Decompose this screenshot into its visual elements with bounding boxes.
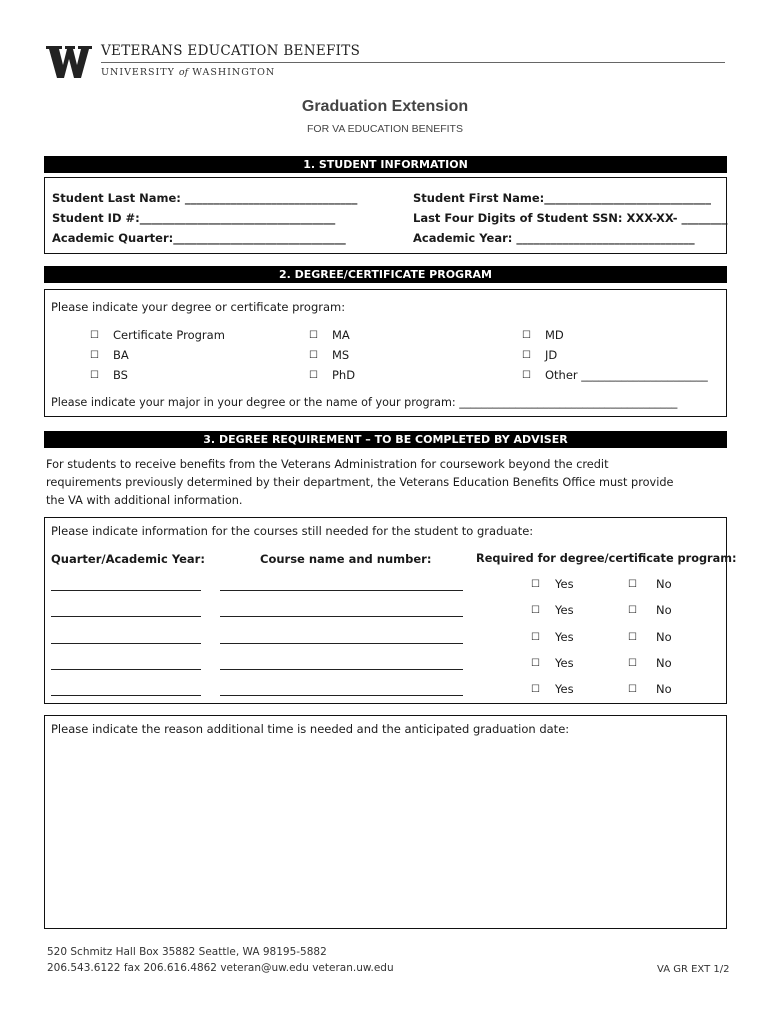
- quarter-input-line[interactable]: [51, 616, 201, 617]
- yes-label: Yes: [555, 630, 574, 644]
- page-number: VA GR EXT 1/2: [657, 964, 730, 975]
- checkbox-bs[interactable]: ☐: [90, 370, 99, 381]
- quarter-input-line[interactable]: [51, 643, 201, 644]
- student-last-name-field[interactable]: Student Last Name: ______________________________: [52, 191, 358, 205]
- checkbox-certificate[interactable]: ☐: [90, 330, 99, 341]
- option-ms-label: MS: [332, 348, 350, 362]
- quarter-input-line[interactable]: [51, 669, 201, 670]
- courses-box: [44, 517, 727, 704]
- option-md-label: MD: [545, 328, 564, 342]
- no-label: No: [656, 656, 672, 670]
- document-subtitle: FOR VA EDUCATION BENEFITS: [307, 123, 463, 135]
- no-label: No: [656, 682, 672, 696]
- adviser-intro-line-1: For students to receive benefits from the Veterans Administration for coursework beyond the credit: [46, 458, 609, 471]
- student-id-field[interactable]: Student ID #:__________________________________: [52, 211, 336, 225]
- checkbox-yes[interactable]: ☐: [531, 579, 540, 590]
- student-first-name-field[interactable]: Student First Name:_____________________________: [413, 191, 712, 205]
- course-input-line[interactable]: [220, 695, 463, 696]
- header-title: VETERANS EDUCATION BENEFITS: [101, 43, 361, 59]
- reason-textarea[interactable]: [44, 715, 727, 929]
- option-jd-label: JD: [545, 348, 558, 362]
- major-field[interactable]: Please indicate your major in your degree or the name of your program: _______________________________________: [51, 396, 678, 409]
- checkbox-yes[interactable]: ☐: [531, 684, 540, 695]
- option-other-field[interactable]: Other ______________________: [545, 368, 708, 382]
- yes-label: Yes: [555, 577, 574, 591]
- no-label: No: [656, 630, 672, 644]
- footer-address: 520 Schmitz Hall Box 35882 Seattle, WA 98195-5882: [47, 946, 327, 958]
- checkbox-no[interactable]: ☐: [628, 605, 637, 616]
- courses-prompt: Please indicate information for the courses still needed for the student to graduate:: [51, 524, 534, 538]
- checkbox-yes[interactable]: ☐: [531, 658, 540, 669]
- degree-prompt: Please indicate your degree or certificate program:: [51, 300, 346, 314]
- column-course-header: Course name and number:: [260, 552, 432, 566]
- checkbox-other[interactable]: ☐: [522, 370, 531, 381]
- checkbox-no[interactable]: ☐: [628, 632, 637, 643]
- course-input-line[interactable]: [220, 669, 463, 670]
- option-certificate-label: Certificate Program: [113, 328, 225, 342]
- option-ba-label: BA: [113, 348, 129, 362]
- course-input-line[interactable]: [220, 616, 463, 617]
- checkbox-md[interactable]: ☐: [522, 330, 531, 341]
- quarter-input-line[interactable]: [51, 590, 201, 591]
- no-label: No: [656, 577, 672, 591]
- section-1-heading: 1. STUDENT INFORMATION: [44, 156, 727, 173]
- checkbox-no[interactable]: ☐: [628, 684, 637, 695]
- option-ma-label: MA: [332, 328, 350, 342]
- no-label: No: [656, 603, 672, 617]
- academic-year-field[interactable]: Academic Year: _______________________________: [413, 231, 695, 245]
- academic-quarter-field[interactable]: Academic Quarter:______________________________: [52, 231, 346, 245]
- checkbox-ba[interactable]: ☐: [90, 350, 99, 361]
- checkbox-no[interactable]: ☐: [628, 579, 637, 590]
- uw-w-logo-icon: [46, 46, 92, 78]
- header-university: UNIVERSITY of WASHINGTON: [101, 67, 276, 78]
- option-bs-label: BS: [113, 368, 128, 382]
- checkbox-phd[interactable]: ☐: [309, 370, 318, 381]
- checkbox-ms[interactable]: ☐: [309, 350, 318, 361]
- course-input-line[interactable]: [220, 643, 463, 644]
- option-phd-label: PhD: [332, 368, 356, 382]
- footer-contact: 206.543.6122 fax 206.616.4862 veteran@uw.edu veteran.uw.edu: [47, 962, 394, 974]
- course-input-line[interactable]: [220, 590, 463, 591]
- reason-prompt: Please indicate the reason additional time is needed and the anticipated graduation date:: [51, 722, 570, 736]
- checkbox-ma[interactable]: ☐: [309, 330, 318, 341]
- yes-label: Yes: [555, 603, 574, 617]
- column-required-header: Required for degree/certificate program:: [476, 552, 737, 565]
- quarter-input-line[interactable]: [51, 695, 201, 696]
- checkbox-yes[interactable]: ☐: [531, 605, 540, 616]
- column-quarter-header: Quarter/Academic Year:: [51, 552, 205, 566]
- document-title: Graduation Extension: [301, 98, 469, 115]
- section-2-heading: 2. DEGREE/CERTIFICATE PROGRAM: [44, 266, 727, 283]
- checkbox-yes[interactable]: ☐: [531, 632, 540, 643]
- section-3-heading: 3. DEGREE REQUIREMENT – TO BE COMPLETED BY ADVISER: [44, 431, 727, 448]
- yes-label: Yes: [555, 682, 574, 696]
- student-ssn-field[interactable]: Last Four Digits of Student SSN: XXX-XX- ________: [413, 211, 728, 225]
- checkbox-no[interactable]: ☐: [628, 658, 637, 669]
- yes-label: Yes: [555, 656, 574, 670]
- adviser-intro-line-2: requirements previously determined by their department, the Veterans Education Benefits Office must provide: [46, 476, 674, 489]
- header-divider: [101, 62, 725, 63]
- adviser-intro-line-3: the VA with additional information.: [46, 494, 243, 507]
- checkbox-jd[interactable]: ☐: [522, 350, 531, 361]
